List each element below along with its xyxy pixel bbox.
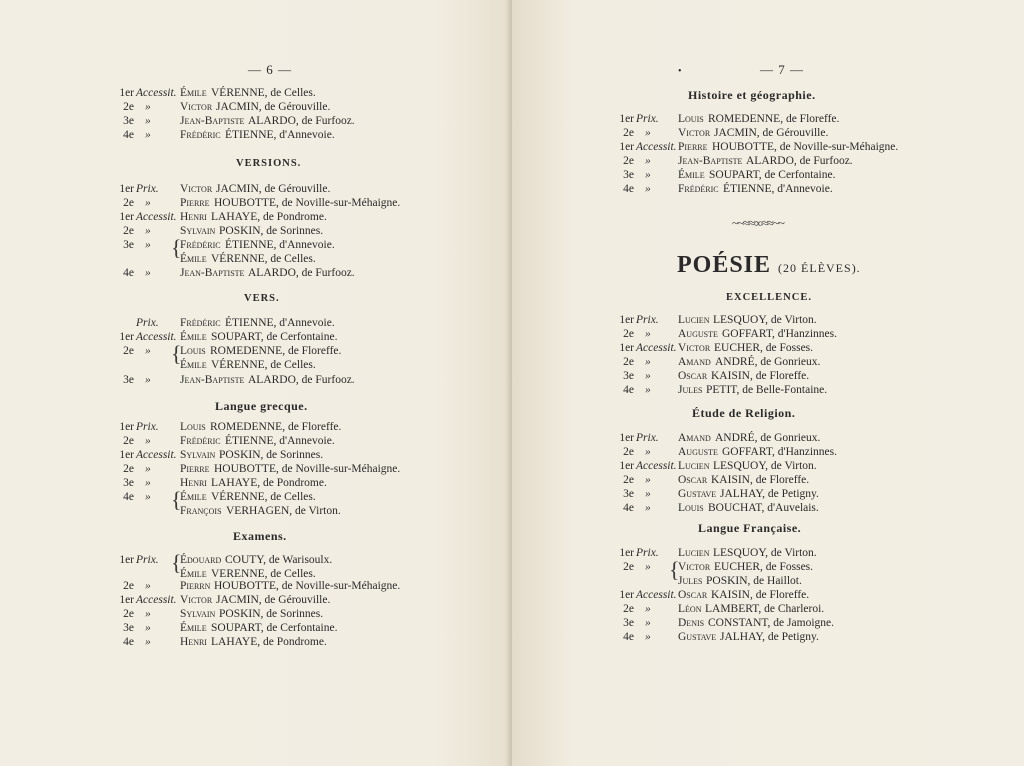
- prize-kind: »: [145, 491, 151, 503]
- student-surname-town: POSKIN, de Sorinnes.: [219, 225, 324, 237]
- student-first-name: Auguste: [678, 446, 718, 458]
- student-first-name: Émile: [180, 568, 207, 580]
- prize-rank: 1er: [619, 589, 634, 601]
- student-surname-town: KAISIN, de Floreffe.: [711, 589, 810, 601]
- student-first-name: Lucien: [678, 460, 710, 472]
- student-first-name: Jean-Baptiste: [180, 115, 245, 127]
- prize-kind: Accessit.: [136, 449, 177, 461]
- student-surname-town: ÉTIENNE, d'Annevoie.: [225, 129, 335, 141]
- prize-rank: 2e: [623, 603, 634, 615]
- prize-rank: 4e: [623, 384, 634, 396]
- student-surname-town: ÉTIENNE, d'Annevoie.: [723, 183, 833, 195]
- prize-kind: Prix.: [636, 432, 659, 444]
- student-first-name: Frédéric: [678, 183, 719, 195]
- prize-kind: Prix.: [136, 421, 159, 433]
- student-first-name: Émile: [180, 87, 207, 99]
- prize-kind: »: [145, 636, 151, 648]
- student-surname-town: EUCHER, de Fosses.: [714, 561, 814, 573]
- prize-rank: 4e: [123, 267, 134, 279]
- prize-kind: »: [645, 155, 651, 167]
- prize-kind: Accessit.: [136, 594, 177, 606]
- student-surname-town: ÉTIENNE, d'Annevoie.: [225, 435, 335, 447]
- student-surname-town: KAISIN, de Floreffe.: [711, 474, 810, 486]
- prize-kind: Accessit.: [136, 87, 177, 99]
- prize-rank: 1er: [119, 331, 134, 343]
- student-surname-town: JALHAY, de Petigny.: [720, 631, 819, 643]
- prize-rank: 2e: [623, 474, 634, 486]
- student-surname-town: BOUCHAT, d'Auvelais.: [708, 502, 819, 514]
- prize-kind: »: [645, 502, 651, 514]
- student-first-name: Victor: [678, 342, 711, 354]
- student-first-name: Denis: [678, 617, 705, 629]
- student-first-name: Émile: [180, 331, 207, 343]
- prize-kind: »: [145, 267, 151, 279]
- page-number: — 7 —: [760, 62, 804, 77]
- student-first-name: Émile: [180, 359, 207, 371]
- student-surname-town: SOUPART, de Cerfontaine.: [211, 331, 338, 343]
- prize-kind: »: [645, 328, 651, 340]
- prize-kind: »: [645, 183, 651, 195]
- prize-rank: 4e: [123, 129, 134, 141]
- section-title-vers: VERS.: [244, 293, 280, 304]
- student-surname-town: CONSTANT, de Jamoigne.: [708, 617, 834, 629]
- prize-kind: »: [645, 356, 651, 368]
- brace-tie-marker: {: [171, 487, 182, 512]
- student-surname-town: JACMIN, de Gérouville.: [216, 183, 331, 195]
- student-first-name: Jules: [678, 384, 703, 396]
- student-surname-town: ALARDO, de Furfooz.: [248, 115, 355, 127]
- prize-kind: »: [145, 608, 151, 620]
- prize-rank: 4e: [623, 631, 634, 643]
- student-surname-town: ALARDO, de Furfooz.: [746, 155, 853, 167]
- prize-rank: 2e: [123, 225, 134, 237]
- prize-rank: 1er: [119, 87, 134, 99]
- brace-tie-marker: {: [171, 341, 182, 366]
- student-surname-town: SOUPART, de Cerfontaine.: [211, 622, 338, 634]
- prize-rank: 2e: [623, 561, 634, 573]
- prize-kind: »: [145, 580, 151, 592]
- student-surname-town: VERENNE, de Celles.: [211, 568, 316, 580]
- student-surname-town: LAHAYE, de Pondrome.: [211, 636, 327, 648]
- prize-rank: 3e: [123, 239, 134, 251]
- student-surname-town: HOUBOTTE, de Noville-sur-Méhaigne.: [214, 197, 401, 209]
- student-first-name: Victor: [180, 594, 213, 606]
- prize-rank: 2e: [123, 608, 134, 620]
- student-first-name: Émile: [180, 622, 207, 634]
- student-first-name: Louis: [678, 502, 704, 514]
- prize-rank: 1er: [619, 314, 634, 326]
- prize-rank: 3e: [623, 169, 634, 181]
- student-surname-town: ROMEDENNE, de Floreffe.: [210, 345, 342, 357]
- prize-rank: 1er: [119, 183, 134, 195]
- student-first-name: Gustave: [678, 488, 717, 500]
- prize-kind: Prix.: [136, 554, 159, 566]
- student-surname-town: GOFFART, d'Hanzinnes.: [722, 446, 837, 458]
- student-surname-town: HOUBOTTE, de Noville-sur-Méhaigne.: [214, 580, 401, 592]
- student-surname-town: POSKIN, de Sorinnes.: [219, 608, 324, 620]
- student-surname-town: LESQUOY, de Virton.: [713, 314, 817, 326]
- student-first-name: Lucien: [678, 314, 710, 326]
- prize-kind: »: [645, 370, 651, 382]
- prize-kind: »: [645, 488, 651, 500]
- section-title-religion: Étude de Religion.: [692, 406, 796, 420]
- prize-rank: 2e: [123, 345, 134, 357]
- student-surname-town: VÉRENNE, de Celles.: [211, 253, 316, 265]
- student-surname-town: ALARDO, de Furfooz.: [248, 374, 355, 386]
- prize-kind: »: [645, 474, 651, 486]
- student-surname-town: JACMIN, de Gérouville.: [216, 594, 331, 606]
- student-first-name: Frédéric: [180, 239, 221, 251]
- prize-rank: 2e: [123, 101, 134, 113]
- prize-kind: Prix.: [136, 317, 159, 329]
- student-surname-town: VERHAGEN, de Virton.: [226, 505, 341, 517]
- right-page: [512, 0, 1024, 766]
- prize-rank: 1er: [619, 460, 634, 472]
- student-surname-town: LAHAYE, de Pondrome.: [211, 211, 327, 223]
- student-first-name: Gustave: [678, 631, 717, 643]
- prize-rank: 3e: [123, 622, 134, 634]
- prize-kind: »: [145, 197, 151, 209]
- student-surname-town: ANDRÉ, de Gonrieux.: [715, 356, 821, 368]
- prize-rank: 2e: [623, 127, 634, 139]
- prize-kind: »: [145, 115, 151, 127]
- prize-kind: »: [645, 384, 651, 396]
- prize-rank: 2e: [623, 446, 634, 458]
- section-title-langue-francaise: Langue Française.: [698, 521, 802, 535]
- prize-kind: Accessit.: [136, 211, 177, 223]
- prize-kind: »: [145, 435, 151, 447]
- prize-rank: 3e: [623, 617, 634, 629]
- prize-kind: Accessit.: [636, 460, 677, 472]
- student-first-name: Oscar: [678, 474, 708, 486]
- student-surname-town: EUCHER, de Fosses.: [714, 342, 814, 354]
- prize-rank: 4e: [623, 502, 634, 514]
- prize-kind: »: [645, 561, 651, 573]
- section-title-histoire: Histoire et géographie.: [688, 88, 816, 102]
- student-first-name: Oscar: [678, 589, 708, 601]
- student-first-name: Pierre: [180, 197, 210, 209]
- student-surname-town: LAMBERT, de Charleroi.: [705, 603, 825, 615]
- prize-kind: »: [645, 603, 651, 615]
- student-first-name: Louis: [678, 113, 704, 125]
- poesie-student-count: (20 ÉLÈVES).: [778, 261, 861, 275]
- student-surname-town: POSKIN, de Haillot.: [706, 575, 802, 587]
- prize-kind: »: [145, 101, 151, 113]
- student-first-name: Sylvain: [180, 608, 216, 620]
- prize-kind: Prix.: [136, 183, 159, 195]
- student-surname-town: ANDRÉ, de Gonrieux.: [715, 432, 821, 444]
- student-surname-town: POSKIN, de Sorinnes.: [219, 449, 324, 461]
- student-surname-town: KAISIN, de Floreffe.: [711, 370, 810, 382]
- student-first-name: Auguste: [678, 328, 718, 340]
- prize-rank: 2e: [623, 155, 634, 167]
- student-first-name: Jean-Baptiste: [180, 374, 245, 386]
- prize-rank: 1er: [119, 449, 134, 461]
- prize-rank: 1er: [619, 113, 634, 125]
- prize-kind: »: [145, 463, 151, 475]
- student-surname-town: LESQUOY, de Virton.: [713, 547, 817, 559]
- brace-tie-marker: {: [171, 235, 182, 260]
- poesie-title: [677, 252, 861, 279]
- prize-rank: 1er: [119, 421, 134, 433]
- student-surname-town: JACMIN, de Gérouville.: [714, 127, 829, 139]
- student-surname-town: HOUBOTTE, de Noville-sur-Méhaigne.: [214, 463, 401, 475]
- student-surname-town: ROMEDENNE, de Floreffe.: [210, 421, 342, 433]
- section-title-versions: VERSIONS.: [236, 158, 302, 169]
- prize-kind: »: [645, 446, 651, 458]
- student-first-name: Victor: [180, 183, 213, 195]
- student-surname-town: ÉTIENNE, d'Annevoie.: [225, 317, 335, 329]
- student-first-name: Lucien: [678, 547, 710, 559]
- prize-rank: 1er: [619, 547, 634, 559]
- section-title-langue-grecque: Langue grecque.: [215, 399, 308, 413]
- prize-kind: Prix.: [636, 547, 659, 559]
- prize-kind: »: [145, 225, 151, 237]
- brace-tie-marker: {: [171, 550, 182, 575]
- student-surname-town: VÉRENNE, de Celles.: [211, 491, 316, 503]
- brace-tie-marker: {: [669, 557, 680, 582]
- prize-rank: 1er: [119, 211, 134, 223]
- student-surname-town: LAHAYE, de Pondrome.: [211, 477, 327, 489]
- section-title-excellence: EXCELLENCE.: [726, 292, 812, 303]
- student-first-name: Victor: [678, 127, 711, 139]
- student-surname-town: GOFFART, d'Hanzinnes.: [722, 328, 837, 340]
- prize-rank: 4e: [123, 636, 134, 648]
- student-first-name: Pierre: [180, 463, 210, 475]
- prize-kind: Accessit.: [136, 331, 177, 343]
- student-first-name: Amand: [678, 356, 711, 368]
- student-surname-town: COUTY, de Warisoulx.: [225, 554, 333, 566]
- prize-rank: 4e: [623, 183, 634, 195]
- student-first-name: Henri: [180, 636, 207, 648]
- student-surname-town: HOUBOTTE, de Noville-sur-Méhaigne.: [712, 141, 899, 153]
- student-surname-town: ROMEDENNE, de Floreffe.: [708, 113, 840, 125]
- prize-kind: »: [645, 127, 651, 139]
- ornament-divider: ~~≈≈∞≈≈~~: [732, 216, 784, 230]
- student-surname-town: PETIT, de Belle-Fontaine.: [706, 384, 828, 396]
- student-first-name: Jean-Baptiste: [678, 155, 743, 167]
- student-first-name: Jean-Baptiste: [180, 267, 245, 279]
- student-surname-town: ÉTIENNE, d'Annevoie.: [225, 239, 335, 251]
- prize-rank: 2e: [123, 580, 134, 592]
- printer-dot: •: [678, 66, 682, 77]
- student-surname-town: SOUPART, de Cerfontaine.: [709, 169, 836, 181]
- prize-rank: 1er: [119, 554, 134, 566]
- prize-rank: 2e: [123, 197, 134, 209]
- student-first-name: Frédéric: [180, 435, 221, 447]
- student-first-name: Oscar: [678, 370, 708, 382]
- prize-kind: »: [145, 345, 151, 357]
- prize-rank: 3e: [623, 488, 634, 500]
- student-first-name: Émile: [678, 169, 705, 181]
- student-first-name: Victor: [678, 561, 711, 573]
- student-first-name: François: [180, 505, 222, 517]
- student-first-name: Pierrn: [180, 580, 211, 592]
- prize-rank: 3e: [623, 370, 634, 382]
- prize-rank: 2e: [123, 463, 134, 475]
- student-first-name: Émile: [180, 253, 207, 265]
- student-first-name: Édouard: [180, 554, 222, 566]
- student-first-name: Pierre: [678, 141, 708, 153]
- prize-rank: 4e: [123, 491, 134, 503]
- student-first-name: Amand: [678, 432, 711, 444]
- student-first-name: Frédéric: [180, 317, 221, 329]
- prize-rank: 2e: [123, 435, 134, 447]
- prize-rank: 1er: [119, 594, 134, 606]
- student-first-name: Victor: [180, 101, 213, 113]
- student-surname-town: LESQUOY, de Virton.: [713, 460, 817, 472]
- student-first-name: Louis: [180, 345, 206, 357]
- prize-kind: »: [145, 477, 151, 489]
- prize-kind: »: [645, 617, 651, 629]
- student-first-name: Jules: [678, 575, 703, 587]
- prize-rank: 3e: [123, 477, 134, 489]
- student-first-name: Sylvain: [180, 449, 216, 461]
- poesie-heading: POÉSIE: [677, 252, 772, 278]
- student-surname-town: VÉRENNE, de Celles.: [211, 87, 316, 99]
- prize-kind: »: [145, 622, 151, 634]
- student-surname-town: JALHAY, de Petigny.: [720, 488, 819, 500]
- prize-kind: »: [145, 374, 151, 386]
- student-first-name: Émile: [180, 491, 207, 503]
- prize-kind: »: [145, 129, 151, 141]
- student-first-name: Frédéric: [180, 129, 221, 141]
- student-surname-town: VÉRENNE, de Celles.: [211, 359, 316, 371]
- prize-rank: 3e: [123, 374, 134, 386]
- prize-kind: »: [645, 631, 651, 643]
- section-title-examens: Examens.: [233, 529, 287, 543]
- prize-kind: Prix.: [636, 314, 659, 326]
- prize-rank: 1er: [619, 141, 634, 153]
- prize-kind: Accessit.: [636, 589, 677, 601]
- prize-kind: Accessit.: [636, 342, 677, 354]
- student-first-name: Sylvain: [180, 225, 216, 237]
- prize-rank: 2e: [623, 356, 634, 368]
- prize-rank: 1er: [619, 342, 634, 354]
- prize-rank: 3e: [123, 115, 134, 127]
- prize-rank: 2e: [623, 328, 634, 340]
- prize-kind: »: [645, 169, 651, 181]
- student-first-name: Louis: [180, 421, 206, 433]
- student-first-name: Léon: [678, 603, 702, 615]
- student-first-name: Henri: [180, 477, 207, 489]
- prize-kind: Prix.: [636, 113, 659, 125]
- student-surname-town: ALARDO, de Furfooz.: [248, 267, 355, 279]
- student-first-name: Henri: [180, 211, 207, 223]
- student-surname-town: JACMIN, de Gérouville.: [216, 101, 331, 113]
- prize-rank: 1er: [619, 432, 634, 444]
- page-number: — 6 —: [248, 62, 292, 77]
- prize-kind: »: [145, 239, 151, 251]
- prize-kind: Accessit.: [636, 141, 677, 153]
